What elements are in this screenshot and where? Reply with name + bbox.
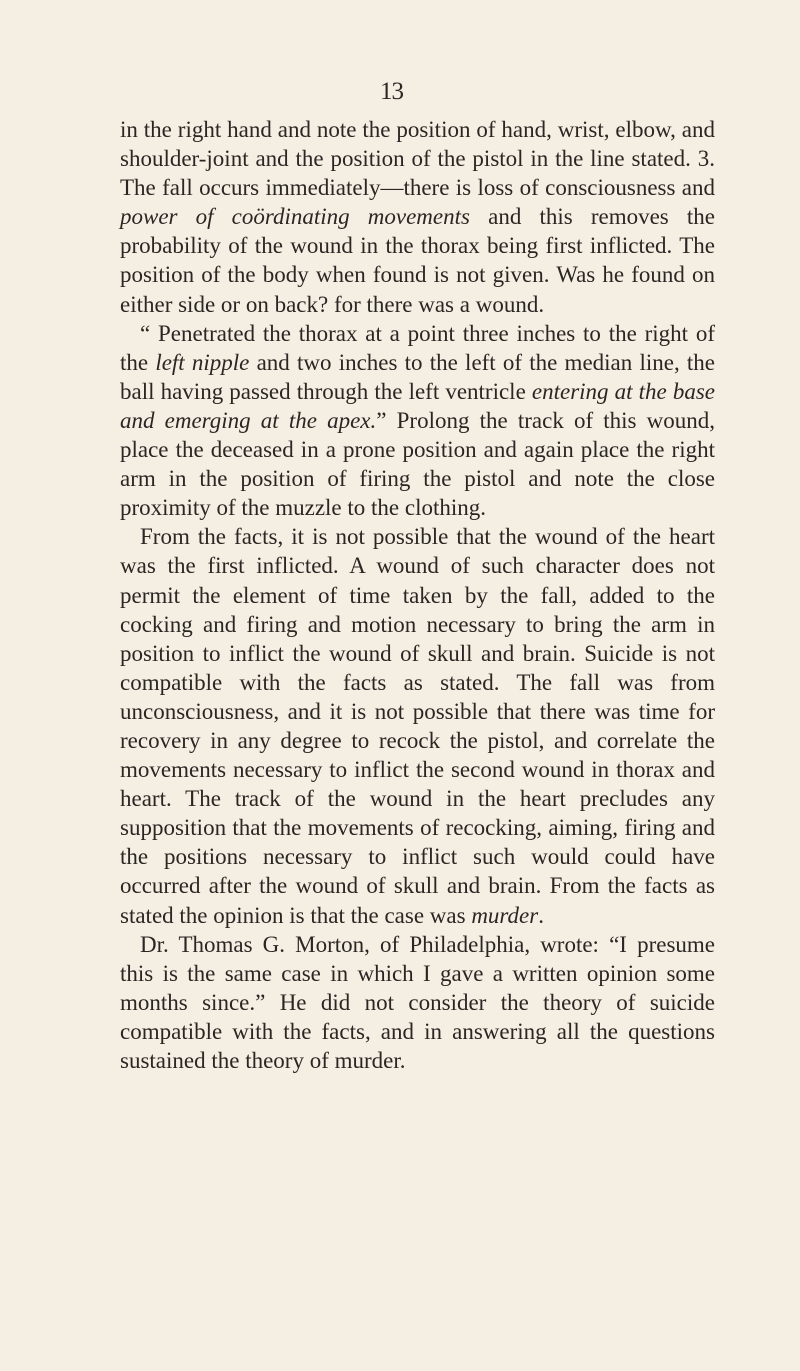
- text-segment: and this removes the probability of the wound in the thorax being first inflicted. The position of the body when found is not given. Was he found on either side or on back? for there was a wound.: [120, 204, 715, 317]
- body-text: [120, 115, 715, 1075]
- paragraph-3: [120, 522, 715, 929]
- italic-segment: power of coördinating movements: [120, 204, 470, 230]
- text-segment: From the facts, it is not possible that the wound of the heart was the first inflicted. A wound of such character does not permit the element of time taken by the fall, added to the cocking and firing and motion necessary to bring the arm in position to inflict the wound of skull and brain. Suicide is not compatible with the facts as stated. The fall was from unconsciousness, and it is not possible that there was time for recovery in any degree to recock the pistol, and correlate the movements necessary to inflict the second wound in thorax and heart. The track of the wound in the heart precludes any supposition that the movements of recocking, aiming, firing and the positions necessary to inflict such would could have occurred after the wound of skull and brain. From the facts as stated the opinion is that the case was: [120, 524, 715, 928]
- italic-segment: entering at the base and emerging at the apex.: [120, 378, 715, 433]
- text-segment: Dr. Thomas G. Morton, of Philadelphia, wrote: “I presume this is the same case in which I gave a written opinion some months since.” He did not consider the theory of suicide compatible with the facts, and in answering all the questions sustained the theory of murder.: [120, 931, 715, 1073]
- text-segment: in the right hand and note the position of hand, wrist, elbow, and shoulder-joint and the position of the pistol in the line stated. 3. The fall occurs immediately—there is loss of consciousness and: [120, 117, 715, 201]
- text-segment: .: [538, 902, 544, 928]
- italic-segment: left nipple: [155, 349, 250, 375]
- text-segment: and two inches to the left of the median line, the ball having passed through the left ventricle: [120, 349, 715, 404]
- paragraph-4: [120, 930, 715, 1075]
- page-number: 13: [380, 78, 403, 105]
- text-segment: ” Prolong the track of this wound, place the deceased in a prone position and again place the right arm in the position of firing the pistol and note the close proximity of the muzzle to the clothing.: [120, 407, 716, 521]
- text-segment: “ Penetrated the thorax at a point three inches to the right of the: [120, 320, 715, 375]
- paragraph-2: [120, 319, 715, 523]
- paragraph-1: [120, 115, 715, 319]
- italic-segment: murder: [471, 902, 539, 928]
